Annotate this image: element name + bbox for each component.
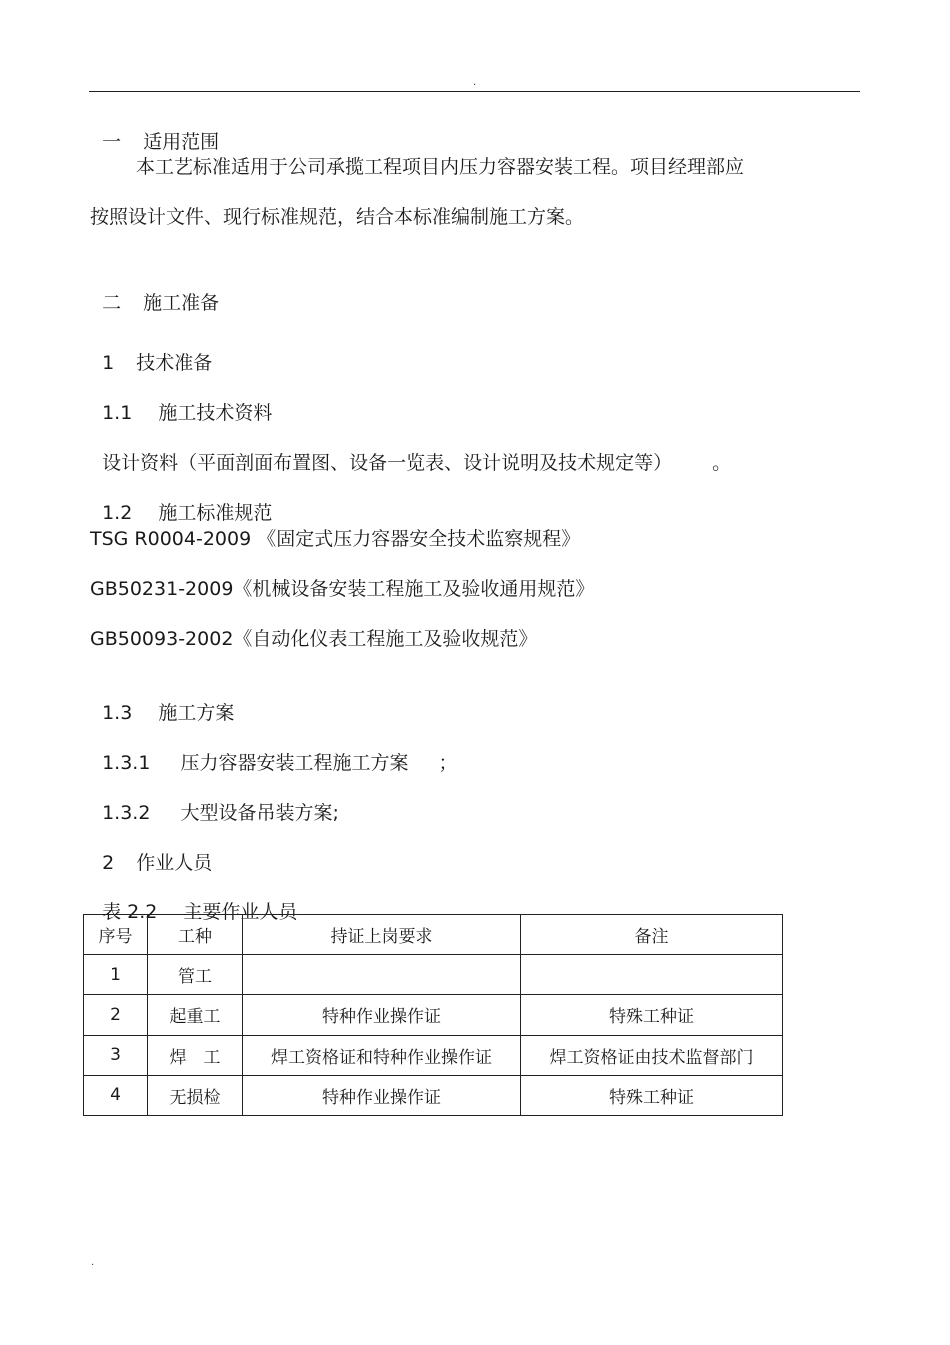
- paragraph-line: 按照设计文件、现行标准规范，结合本标准编制施工方案。: [90, 206, 585, 228]
- subheading-title: 施工技术资料: [158, 402, 273, 424]
- table-cell: 焊 工: [148, 1035, 243, 1075]
- table-cell: 特种作业操作证: [243, 1075, 521, 1115]
- standard-item: TSG R0004-2009 《固定式压力容器安全技术监察规程》: [90, 528, 581, 550]
- subheading-number: 1.1: [102, 402, 133, 424]
- plan-number: 1.3.2: [102, 802, 151, 824]
- table-cell: 1: [84, 955, 148, 995]
- plan-item: [90, 727, 457, 775]
- subheading-number: 2: [102, 852, 115, 874]
- table-cell: [521, 955, 783, 995]
- table-cell: 焊工资格证由技术监督部门: [521, 1035, 783, 1075]
- subheading-number: 1.3: [102, 702, 133, 724]
- plan-number: 1.3.1: [102, 752, 151, 774]
- table-cell: [243, 955, 521, 995]
- table-cell: 管工: [148, 955, 243, 995]
- standard-item: GB50231-2009《机械设备安装工程施工及验收通用规范》: [90, 578, 595, 600]
- table-caption-number: 表 2.2: [102, 901, 158, 923]
- subheading: [90, 327, 212, 375]
- section-number: 一: [102, 131, 122, 153]
- table-cell: 2: [84, 995, 148, 1035]
- footer-dot: .: [91, 1257, 95, 1268]
- header-dot: .: [473, 77, 477, 88]
- subheading-number: 1: [102, 352, 115, 374]
- table-cell: 特殊工种证: [521, 995, 783, 1035]
- header-cell-trade: 工种: [148, 915, 243, 955]
- table-row: [84, 1075, 783, 1115]
- section-number: 二: [102, 292, 122, 314]
- subheading: [90, 477, 272, 525]
- subheading-title: 技术准备: [136, 352, 213, 374]
- section-heading-2: [90, 267, 219, 315]
- text-line: [90, 427, 731, 475]
- header-cell-certificate: 持证上岗要求: [243, 915, 521, 955]
- subheading: [90, 677, 234, 725]
- table-cell: 4: [84, 1075, 148, 1115]
- table-header-row: [84, 915, 783, 955]
- header-cell-seq: 序号: [84, 915, 148, 955]
- section-heading-1: [90, 106, 219, 154]
- subheading-title: 施工方案: [158, 702, 235, 724]
- subheading-title: 作业人员: [136, 852, 213, 874]
- table-row: [84, 995, 783, 1035]
- table-cell: 3: [84, 1035, 148, 1075]
- paragraph-line: 本工艺标准适用于公司承揽工程项目内压力容器安装工程。项目经理部应: [136, 156, 745, 178]
- subheading: [90, 827, 212, 875]
- table-cell: 特种作业操作证: [243, 995, 521, 1035]
- table-caption-title: 主要作业人员: [183, 901, 298, 923]
- subheading-title: 施工标准规范: [158, 502, 273, 524]
- header-cell-remarks: 备注: [521, 915, 783, 955]
- table-cell: 焊工资格证和特种作业操作证: [243, 1035, 521, 1075]
- table-row: [84, 955, 783, 995]
- standard-item: GB50093-2002《自动化仪表工程施工及验收规范》: [90, 628, 538, 650]
- table-row: [84, 1035, 783, 1075]
- plan-title: 大型设备吊装方案;: [180, 802, 339, 824]
- section-title: 施工准备: [143, 292, 220, 314]
- subheading-number: 1.2: [102, 502, 133, 524]
- plan-end-mark: ；: [438, 752, 458, 774]
- text-content: 设计资料（平面剖面布置图、设备一览表、设计说明及技术规定等）: [102, 452, 673, 474]
- section-title: 适用范围: [143, 131, 220, 153]
- staff-table: [83, 914, 783, 1116]
- subheading: [90, 377, 272, 425]
- header-rule: [89, 91, 860, 92]
- text-end-mark: 。: [712, 452, 732, 474]
- table-cell: 无损检: [148, 1075, 243, 1115]
- plan-title: 压力容器安装工程施工方案: [180, 752, 409, 774]
- table-cell: 特殊工种证: [521, 1075, 783, 1115]
- plan-item: [90, 777, 339, 825]
- table-cell: 起重工: [148, 995, 243, 1035]
